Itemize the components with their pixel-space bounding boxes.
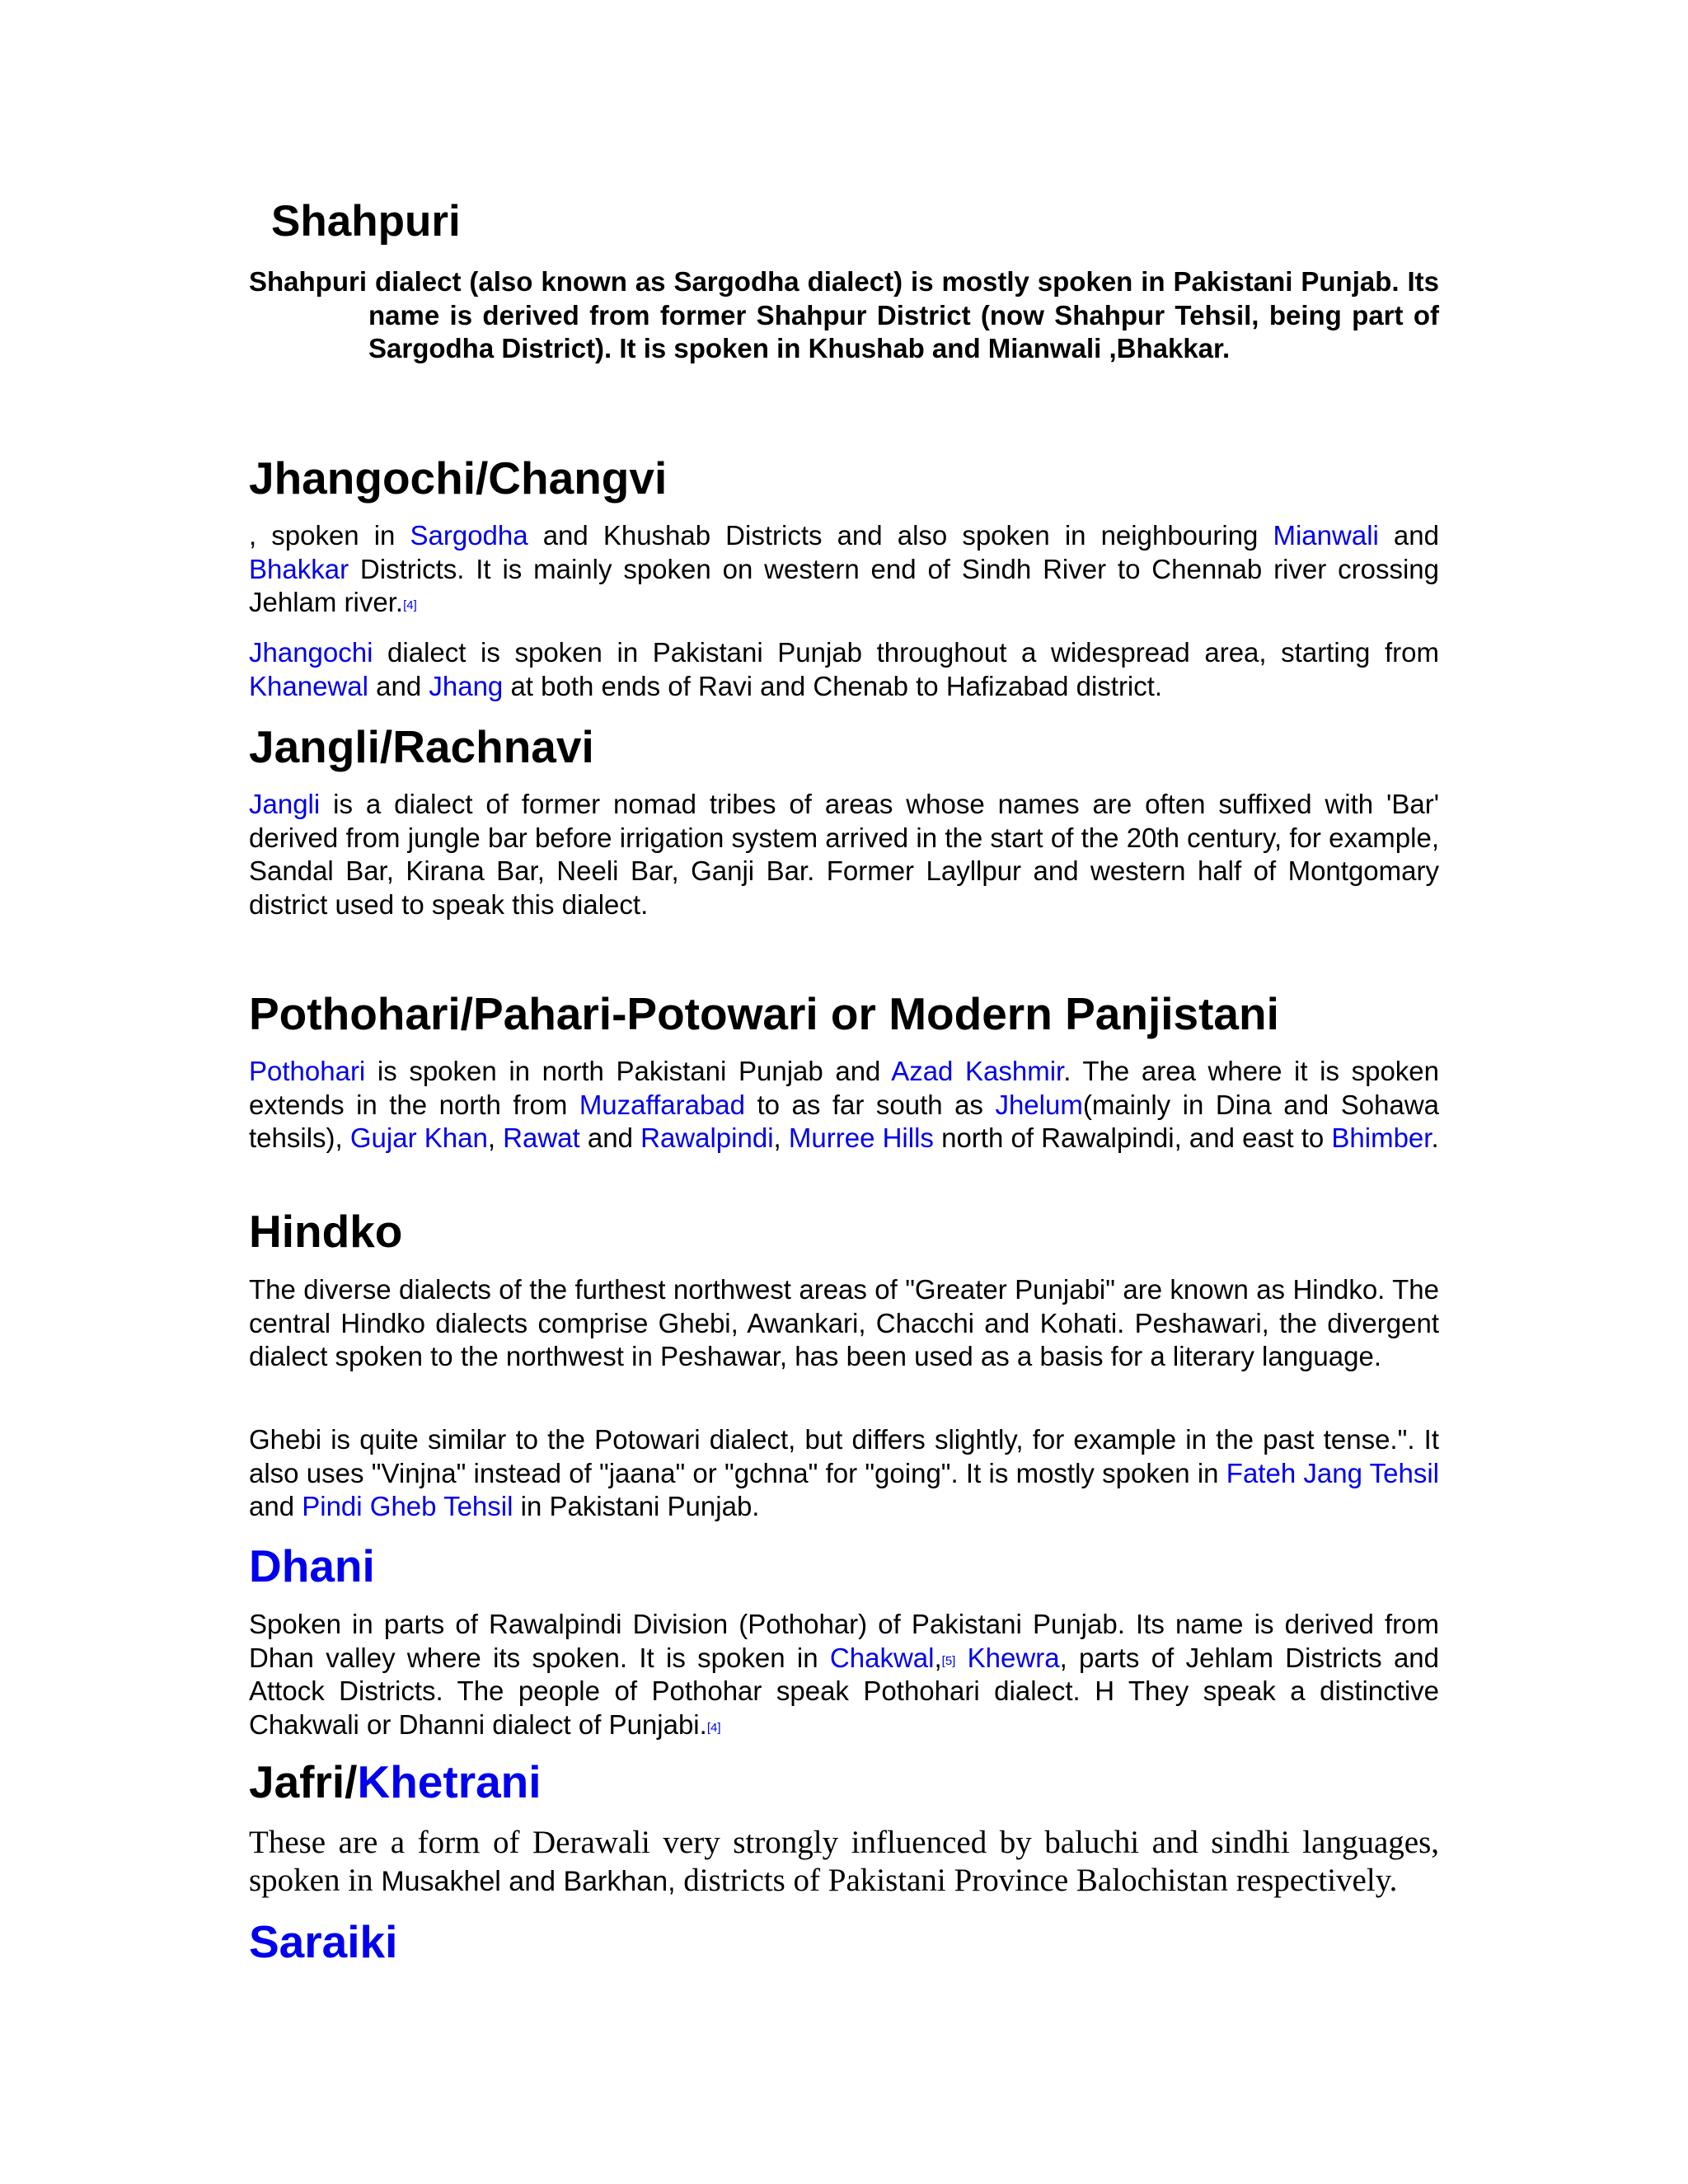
link-rawat[interactable]: Rawat: [503, 1122, 580, 1153]
link-jhangochi[interactable]: Jhangochi: [249, 637, 373, 668]
link-azad-kashmir[interactable]: Azad Kashmir: [891, 1056, 1064, 1086]
link-chakwal[interactable]: Chakwal: [829, 1642, 935, 1673]
link-pothohari[interactable]: Pothohari: [249, 1056, 366, 1086]
paragraph-jhangochi-2: Jhangochi dialect is spoken in Pakistani Punjab throughout a widespread area, starting from Khanewal and Jhang at both ends of Ravi and Chenab to Hafizabad district.: [249, 637, 1439, 701]
section-title-pothohari: Pothohari/Pahari-Potowari or Modern Panjistani: [249, 988, 1279, 1039]
link-fateh-jang-tehsil[interactable]: Fateh Jang Tehsil: [1226, 1457, 1439, 1488]
paragraph-hindko-1: The diverse dialects of the furthest northwest areas of "Greater Punjabi" are known as Hindko. The central Hindko dialects comprise Ghebi, Awankari, Chacchi and Kohati. Peshawari, the divergent dialect spoken to the northwest in Peshawar, has been used as a basis for a literary language.: [249, 1274, 1439, 1371]
section-title-jangli: Jangli/Rachnavi: [249, 721, 594, 772]
paragraph-jafri: These are a form of Derawali very strongly influenced by baluchi and sindhi languages, spoken in Musakhel and Barkhan, districts of Pakistani Province Balochistan respectively.: [249, 1825, 1439, 1898]
link-mianwali[interactable]: Mianwali: [1273, 520, 1379, 551]
link-sargodha[interactable]: Sargodha: [410, 520, 528, 551]
paragraph-hindko-2: Ghebi is quite similar to the Potowari dialect, but differs slightly, for example in the past tense.". It also uses "Vinjna" instead of "jaana" or "gchna" for "going". It is mostly spoken in Fateh Jang Tehsil and Pindi Gheb Tehsil in Pakistani Punjab.: [249, 1424, 1439, 1521]
link-jangli[interactable]: Jangli: [249, 789, 321, 819]
link-khanewal[interactable]: Khanewal: [249, 670, 368, 701]
paragraph-shahpuri: Shahpuri dialect (also known as Sargodha dialect) is mostly spoken in Pakistani Punjab. Its name is derived from former Shahpur District (now Shahpur Tehsil, being part of Sargodha District). It is spoken in Khushab and Mianwali ,Bhakkar.: [249, 266, 1439, 363]
section-title-saraiki[interactable]: Saraiki: [249, 1916, 398, 1967]
paragraph-jhangochi-1: , spoken in Sargodha and Khushab Districts and also spoken in neighbouring Mianwali and Bhakkar Districts. It is mainly spoken on western end of Sindh River to Chennab river crossing Jehlam river.[4]: [249, 520, 1439, 617]
link-rawalpindi[interactable]: Rawalpindi: [640, 1122, 774, 1153]
section-title-dhani[interactable]: Dhani: [249, 1540, 375, 1591]
paragraph-dhani: Spoken in parts of Rawalpindi Division (Pothohar) of Pakistani Punjab. Its name is derived from Dhan valley where its spoken. It is spoken in Chakwal,[5] Khewra, parts of Jehlam Districts and Attock Districts. The people of Pothohar speak Pothohari dialect. H They speak a distinctive Chakwali or Dhanni dialect of Punjabi.[4]: [249, 1609, 1439, 1740]
link-jhang[interactable]: Jhang: [429, 670, 504, 701]
link-khetrani[interactable]: Khetrani: [357, 1756, 542, 1807]
section-title-jafri: Jafri/Khetrani: [249, 1756, 542, 1807]
citation-ref[interactable]: [4]: [403, 598, 417, 612]
section-title-jhangochi: Jhangochi/Changvi: [249, 452, 668, 504]
link-khewra[interactable]: Khewra: [967, 1642, 1060, 1673]
link-murree-hills[interactable]: Murree Hills: [788, 1122, 934, 1153]
citation-ref[interactable]: [4]: [706, 1720, 721, 1735]
link-bhakkar[interactable]: Bhakkar: [249, 553, 349, 584]
link-jhelum[interactable]: Jhelum: [995, 1089, 1083, 1120]
link-bhimber[interactable]: Bhimber: [1331, 1122, 1432, 1153]
section-title-shahpuri: Shahpuri: [271, 197, 461, 246]
link-pindi-gheb-tehsil[interactable]: Pindi Gheb Tehsil: [302, 1491, 513, 1521]
paragraph-pothohari: Pothohari is spoken in north Pakistani Punjab and Azad Kashmir. The area where it is spoken extends in the north from Muzaffarabad to as far south as Jhelum(mainly in Dina and Sohawa tehsils), Gujar Khan, Rawat and Rawalpindi, Murree Hills north of Rawalpindi, and east to Bhimber.: [249, 1056, 1440, 1153]
section-title-hindko: Hindko: [249, 1206, 403, 1257]
citation-ref[interactable]: [5]: [941, 1653, 956, 1668]
link-muzaffarabad[interactable]: Muzaffarabad: [579, 1089, 746, 1120]
paragraph-jangli: Jangli is a dialect of former nomad tribes of areas whose names are often suffixed with 'Bar' derived from jungle bar before irrigation system arrived in the start of the 20th century, for example, Sandal Bar, Kirana Bar, Neeli Bar, Ganji Bar. Former Layllpur and western half of Montgomary district used to speak this dialect.: [249, 789, 1439, 920]
link-gujar-khan[interactable]: Gujar Khan: [349, 1122, 488, 1153]
